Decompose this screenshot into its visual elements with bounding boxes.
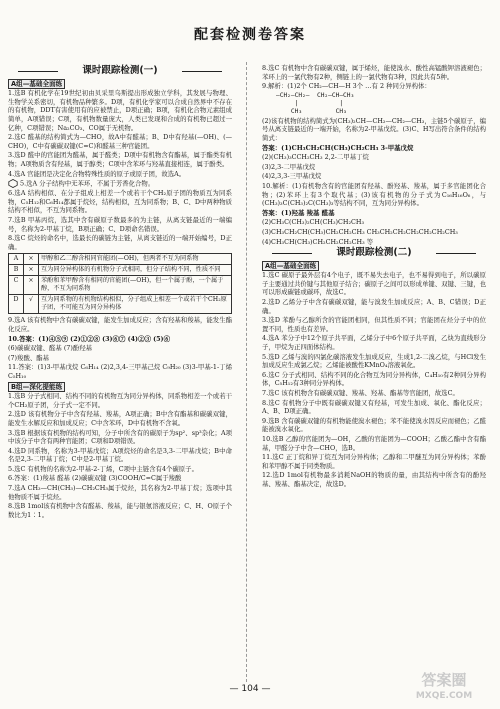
answer-s2-2: 2.选D 乙烯分子中含有碳碳双键，能与溴发生加成反应；A、B、C错误；D正确。 <box>262 298 486 315</box>
right-column <box>262 64 486 490</box>
level-a-label-2: A组—基础全面练 <box>262 262 486 271</box>
answer-b7: 7.选A CH₃—CH(CH₃)—CH₂CH₃属于烷烃，其名称为2-甲基丁烷；选项中其他物质不属于烷烃。 <box>8 484 232 501</box>
benzene-icon <box>8 179 18 188</box>
watermark-line-2: MXQE.COM <box>415 691 473 701</box>
explanation-cell: 苯酚和苯甲醇含有相同的官能团(—OH)，但一个属于酚，一个属于醇，不互为同系物 <box>39 276 232 295</box>
answer-10-line-1: (6)碳碳双键、醛基 (7)酚羟基 <box>8 344 93 353</box>
answer-b8: 8.选B 1mol该有机物中含有醛基、羧基，能与银氨溶液反应；C、H、O原子个数比为1∶1。 <box>8 502 232 519</box>
comparison-table <box>8 253 232 314</box>
watermark-logo <box>396 668 492 702</box>
option-letter: A <box>9 254 24 265</box>
answer-b4: 4.选D 同系物，名称为3-甲基戊烷；A项烷烃的命名是3,3-二甲基戊烷；B中命名是2,3-二甲基丁烷；C中是2-甲基丁烷。 <box>8 446 232 464</box>
option-letter: C <box>9 276 24 295</box>
answer-r10-line-3: (4)CH₃CH(CH₃)CH₂CH₂CH₂CH₃ 等 <box>262 237 374 246</box>
answer-r9-line-3: (4)2,3,3-三甲基戊烷 <box>262 172 322 181</box>
answer-6: 6.选A 结构相似、在分子组成上相差一个或若干个CH₂原子团的物质互为同系物，C₅H₁₂和C₆H₁₄都属于烷烃，结构相似，互为同系物；B、C、D中两种物质结构不相似，不互为同系物。 <box>8 189 232 215</box>
explanation-cell: 甲醇和乙二醇含相同官能团(—OH)，但两者不互为同系物 <box>39 254 232 265</box>
option-letter: B <box>9 265 24 276</box>
answer-7: 7.选B 甲基丙烷，选其中含有碳原子数最多的为主链，从离支链最近的一端编号，名称为2-甲基丁烷，B项正确；C、D项命名错误。 <box>8 216 232 233</box>
answer-b1: 1.选B 分子式相同、结构不同的有机物互为同分异构体，同系物相差一个或若干个CH₂原子团，分子式一定不同。 <box>8 392 232 409</box>
answer-r10-line-2: (3)CH₃CH₂CH(CH₃)CH₂CH₂CH₃ CH₃CH₂CH₂CH₂CH₂CH₂CH₃ <box>262 227 458 236</box>
answer-8: 8.选C 烷烃的命名中，选最长的碳链为主链，从离支链近的一端开始编号，D正确。 <box>8 234 232 251</box>
answer-r10: 10.解析：(1)有机物含有的官能团有羟基、酚羟基、羧基，属于多官能团化合物；(2)苯环上有3个取代基；(3)该有机物的分子式为C₁₆H₁₆O₆，与(CH₃)₃C(CH₃)₂C(CH₃)₃等结构不同，互为同分异构体。 <box>262 181 486 208</box>
answer-10-line-2: (7)羧酸、酯基 <box>8 353 50 362</box>
answer-s2-10: 10.选B 乙醇的官能团为—OH，乙酸的官能团为—COOH；乙酸乙酯中含有酯基，甲醛分子中含—CHO，选B。 <box>262 434 486 452</box>
watermark-line-1: 答案圈 <box>421 671 467 689</box>
structural-formula: —CH₂—CH₂— CH₂—CH—CH₃ | | CH₃ CH₃ <box>276 91 355 115</box>
answer-r9-answer: 答案：(1)CH₃CH₂CH(CH₃)CH₂CH₃ 3-甲基戊烷 <box>262 143 414 152</box>
judgement-mark: × <box>24 276 39 295</box>
table-row <box>9 254 232 265</box>
answer-10: 10.答案：(1)④⑤⑨ (2)①②⑧ (3)⑥⑦ (4)②③ (5)⑥ <box>8 334 170 343</box>
answer-s2-5: 5.选D 乙烯与溴的四氯化碳溶液发生加成反应，生成1,2-二溴乙烷，与HCl发生加成反应生成氯乙烷；乙烯能被酸性KMnO₄溶液氧化。 <box>262 352 486 370</box>
answer-s2-1: 1.选C 碳原子最外层有4个电子，既不易失去电子，也不易得到电子，所以碳原子主要通过共价键与其他原子结合；碳原子之间可以形成单键、双键、三键，也可以形成碳链或碳环，故选C。 <box>262 271 486 297</box>
explanation-cell: 互为同分异构体的有机物分子式相同，但分子结构不同，性质不同 <box>39 265 232 276</box>
section-title-1: 课时跟踪检测(一) <box>8 67 232 76</box>
table-row <box>9 295 232 314</box>
answer-r10-line-1: (2)CH₃C(CH₃)₂CH(CH₃)CH₂CH₃ <box>262 218 365 227</box>
level-a-label: A组—基础全面练 <box>8 80 232 89</box>
answer-s2-11: 11.选C 正丁烷和异丁烷互为同分异构体；乙醇和二甲醚互为同分异构体；苯酚和苯甲醇不属于同类物质。 <box>262 453 486 470</box>
section-title-2: 课时跟踪检测(二) <box>262 249 486 258</box>
answer-2: 2.选C 醛基的结构简式为—CHO，故A中有醛基；B、D中有羟基(—OH)、(—CHO)，C中有碳碳双键(C=C)和醛基三种官能团。 <box>8 133 232 150</box>
answer-1: 1.选B 有机化学在19世纪初由贝采里乌斯提出形成独立学科，其发展与物理、生物学关系密切，有机物品种繁多。D项，有机化学家可以合成自然界中不存在的有机物，DDT有害使用有的应被禁止，D项正确；B项，有机化合物元素组成简单，A项错误；C项，有机物数量庞大，人类已发现和合成的有机物已超过一亿种，C项错误；Na₂CO₃、CO属于无机物。 <box>8 89 232 132</box>
table-row <box>9 265 232 276</box>
answer-r8: 8.选C 有机物中含有碳碳双键，属于烯烃，能使溴水、酸性高锰酸钾溶液褪色；苯环上的一氯代物有2种，侧链上的一氯代物有3种，因此共有5种。 <box>262 64 486 81</box>
explanation-cell: 互为同系物的有机物结构相似，分子组成上相差一个或若干个CH₂原子团，不可能互为同分异构体 <box>39 295 232 314</box>
judgement-mark: × <box>24 265 39 276</box>
answer-b6: 6.答案：(1)羧基 醛基 (2)碳碳双键 (3)COOH/C=C属于羧酸 <box>8 474 182 483</box>
answer-b2: 2.选D 该有机物分子中含有羟基、羧基，A项正确；B中含有酯基和碳碳双键，能发生水解反应和加成反应；C中含苯环，D中有机物不含氧。 <box>8 410 232 427</box>
left-column <box>8 64 232 520</box>
answer-s2-3: 3.选D 苯酚与乙醇所含的官能团相同，但其性质不同；官能团在烃分子中的位置不同，性质也有差异。 <box>262 316 486 333</box>
answer-s2-7: 7.选C 该有机物含有碳碳双键、羧基、羟基、酯基等官能团，故选C。 <box>262 389 459 397</box>
judgement-mark: √ <box>24 295 39 314</box>
answer-s2-6: 6.选C 分子式相同、结构不同的化合物互为同分异构体，C₄H₁₀有2种同分异构体，C₅H₁₂有3种同分异构体。 <box>262 370 486 388</box>
judgement-mark: × <box>24 254 39 265</box>
answer-b5: 5.选C 有机物的名称为2-甲基-2-丁烯，C项中主链含有4个碳原子。 <box>8 464 198 473</box>
answer-9: 9.选A 该有机物中含有碳碳双键，能发生加成反应；含有羟基和羧基，能发生酯化反应。 <box>8 316 232 333</box>
answer-s2-4: 4.选A 苯分子中12个原子共平面，乙烯分子中6个原子共平面，乙炔为直线形分子，甲烷为正四面体结构。 <box>262 334 486 352</box>
answer-5: 5.选A 分子结构中无苯环，不属于芳香化合物。 <box>8 179 232 188</box>
level-b-label: B组—深化提能练 <box>8 383 232 392</box>
answer-3: 3.选D 醛中的官能团为醛基，属于醛类；D项中有机物含有酯基，属于酯类有机物；A项物质含有羟基，属于醇类；C项中含苯环与羟基直接相连，属于酚类。 <box>8 151 232 168</box>
page-title: 配套检测卷答案 <box>194 27 306 43</box>
option-letter: D <box>9 295 24 314</box>
column-divider <box>246 62 247 682</box>
answer-s2-12: 12.选D 1mol有机物最多消耗NaOH的物质的量，由其结构中所含有的酚羟基、羧基、酯基决定，故选D。 <box>262 471 486 488</box>
answer-r9-text: (2)该有机物的结构简式为(CH₃)₂CH—CH₂—CH₂—CH₃，主链5个碳原子，编号从离支链最近的一端开始，名称为2-甲基戊烷。(3)C、H写出符合条件的结构简式： <box>262 116 486 142</box>
answer-4: 4.选A 官能团是决定化合物特殊性质的原子或原子团，故选A。 <box>8 169 186 178</box>
answer-s2-8: 8.选C 有机物分子中既有碳碳双键又有羟基，可发生加成、氧化、酯化反应；A、B、D项正确。 <box>262 398 486 416</box>
answer-r9-line-2: (3)2,3-二甲基戊烷 <box>262 162 316 171</box>
answer-r9-line-1: (2)(CH₃)₃CCH₂CH₃ 2,2-二甲基丁烷 <box>262 153 369 162</box>
answer-r10-answer: 答案：(1)羟基 羧基 醛基 <box>262 208 335 217</box>
answer-r9: 9.解析：(1)2个 CH₂—CH—H 3个 …有 2 种同分异构体： <box>262 82 431 91</box>
page-number: — 104 — <box>229 684 271 694</box>
answer-b3: 3.选B 根据该有机物的结构可知，分子中所含有的碳原子为sp²、sp³杂化；A项中该分子中含有两种官能团；C项和D项错误。 <box>8 428 232 446</box>
table-row <box>9 276 232 295</box>
answer-s2-9: 9.选B 含有碳碳双键的有机物能使溴水褪色；苯不能使溴水因反应而褪色；乙醛能被溴水氧化。 <box>262 416 486 434</box>
answer-11: 11.答案：(1)3-甲基戊烷 C₆H₁₄ (2)2,3,4-三甲基己烷 C₉H₂₀ (3)3-甲基-1-丁烯 C₅H₁₀ <box>8 363 232 380</box>
